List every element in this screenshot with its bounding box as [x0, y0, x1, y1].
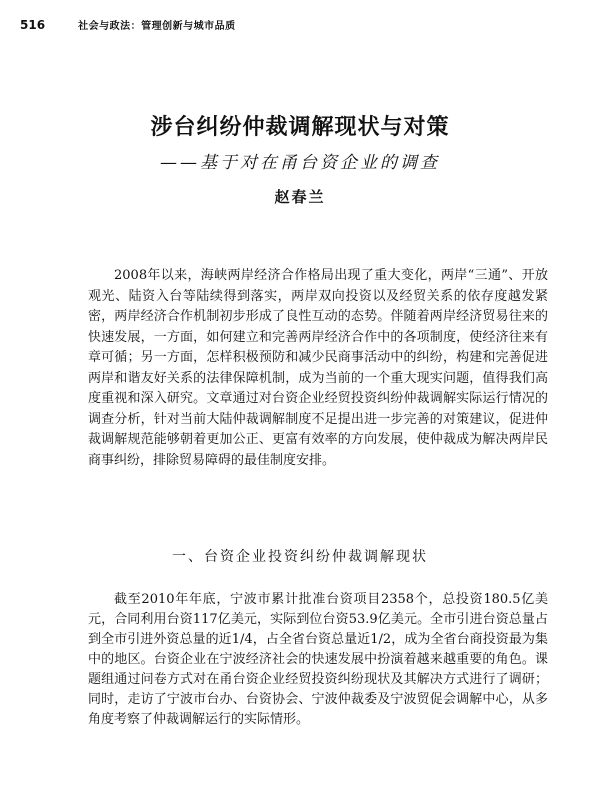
article-title: 涉台纠纷仲裁调解现状与对策	[150, 114, 450, 140]
running-header	[20, 14, 580, 34]
journal-title: 社会与政法：管理创新与城市品质	[78, 21, 236, 32]
body-paragraph: 截至2010年年底，宁波市累计批准台资项目2358个，总投资180.5亿美元，合同利用台资117亿美元，实际到位台资53.9亿美元。全市引进台资总量占到全市引进外资总量的近1/4，占全省台资总量近1/2，成为全省台商投资最为集中的地区。台资企业在宁波经济社会的快速发展中扮演着越来越重要的角色。课题组通过问卷方式对在甬台资企业经贸投资纠纷现状及其解决方式进行了调研；同时，走访了宁波市台办、台资协会、宁波仲裁委及宁波贸促会调解中心，从多角度考察了仲裁调解运行的实际情形。	[88, 592, 548, 727]
section-heading: 一、台资企业投资纠纷仲裁调解现状	[172, 549, 428, 565]
article-subtitle: ——基于对在甬台资企业的调查	[160, 153, 440, 173]
abstract-paragraph: 2008年以来，海峡两岸经济合作格局出现了重大变化，两岸“三通”、开放观光、陆资入台等陆续得到落实，两岸双向投资以及经贸关系的依存度越发紧密，两岸经济合作机制初步形成了良性互动的态势。伴随着两岸经济贸易往来的快速发展，一方面，如何建立和完善两岸经济合作中的各项制度，使经济往来有章可循；另一方面，怎样积极预防和减少民商事活动中的纠纷，构建和完善促进两岸和谐友好关系的法律保障机制，成为当前的一个重大现实问题，值得我们高度重视和深入研究。文章通过对台资企业经贸投资纠纷仲裁调解实际运行情况的调查分析，针对当前大陆仲裁调解制度不足提出进一步完善的对策建议，促进仲裁调解规范能够朝着更加公正、更富有效率的方向发展，使仲裁成为解决两岸民商事纠纷，排除贸易障碍的最佳制度安排。	[88, 268, 548, 468]
page-number: 516	[20, 18, 46, 32]
author-name: 赵春兰	[274, 188, 326, 206]
